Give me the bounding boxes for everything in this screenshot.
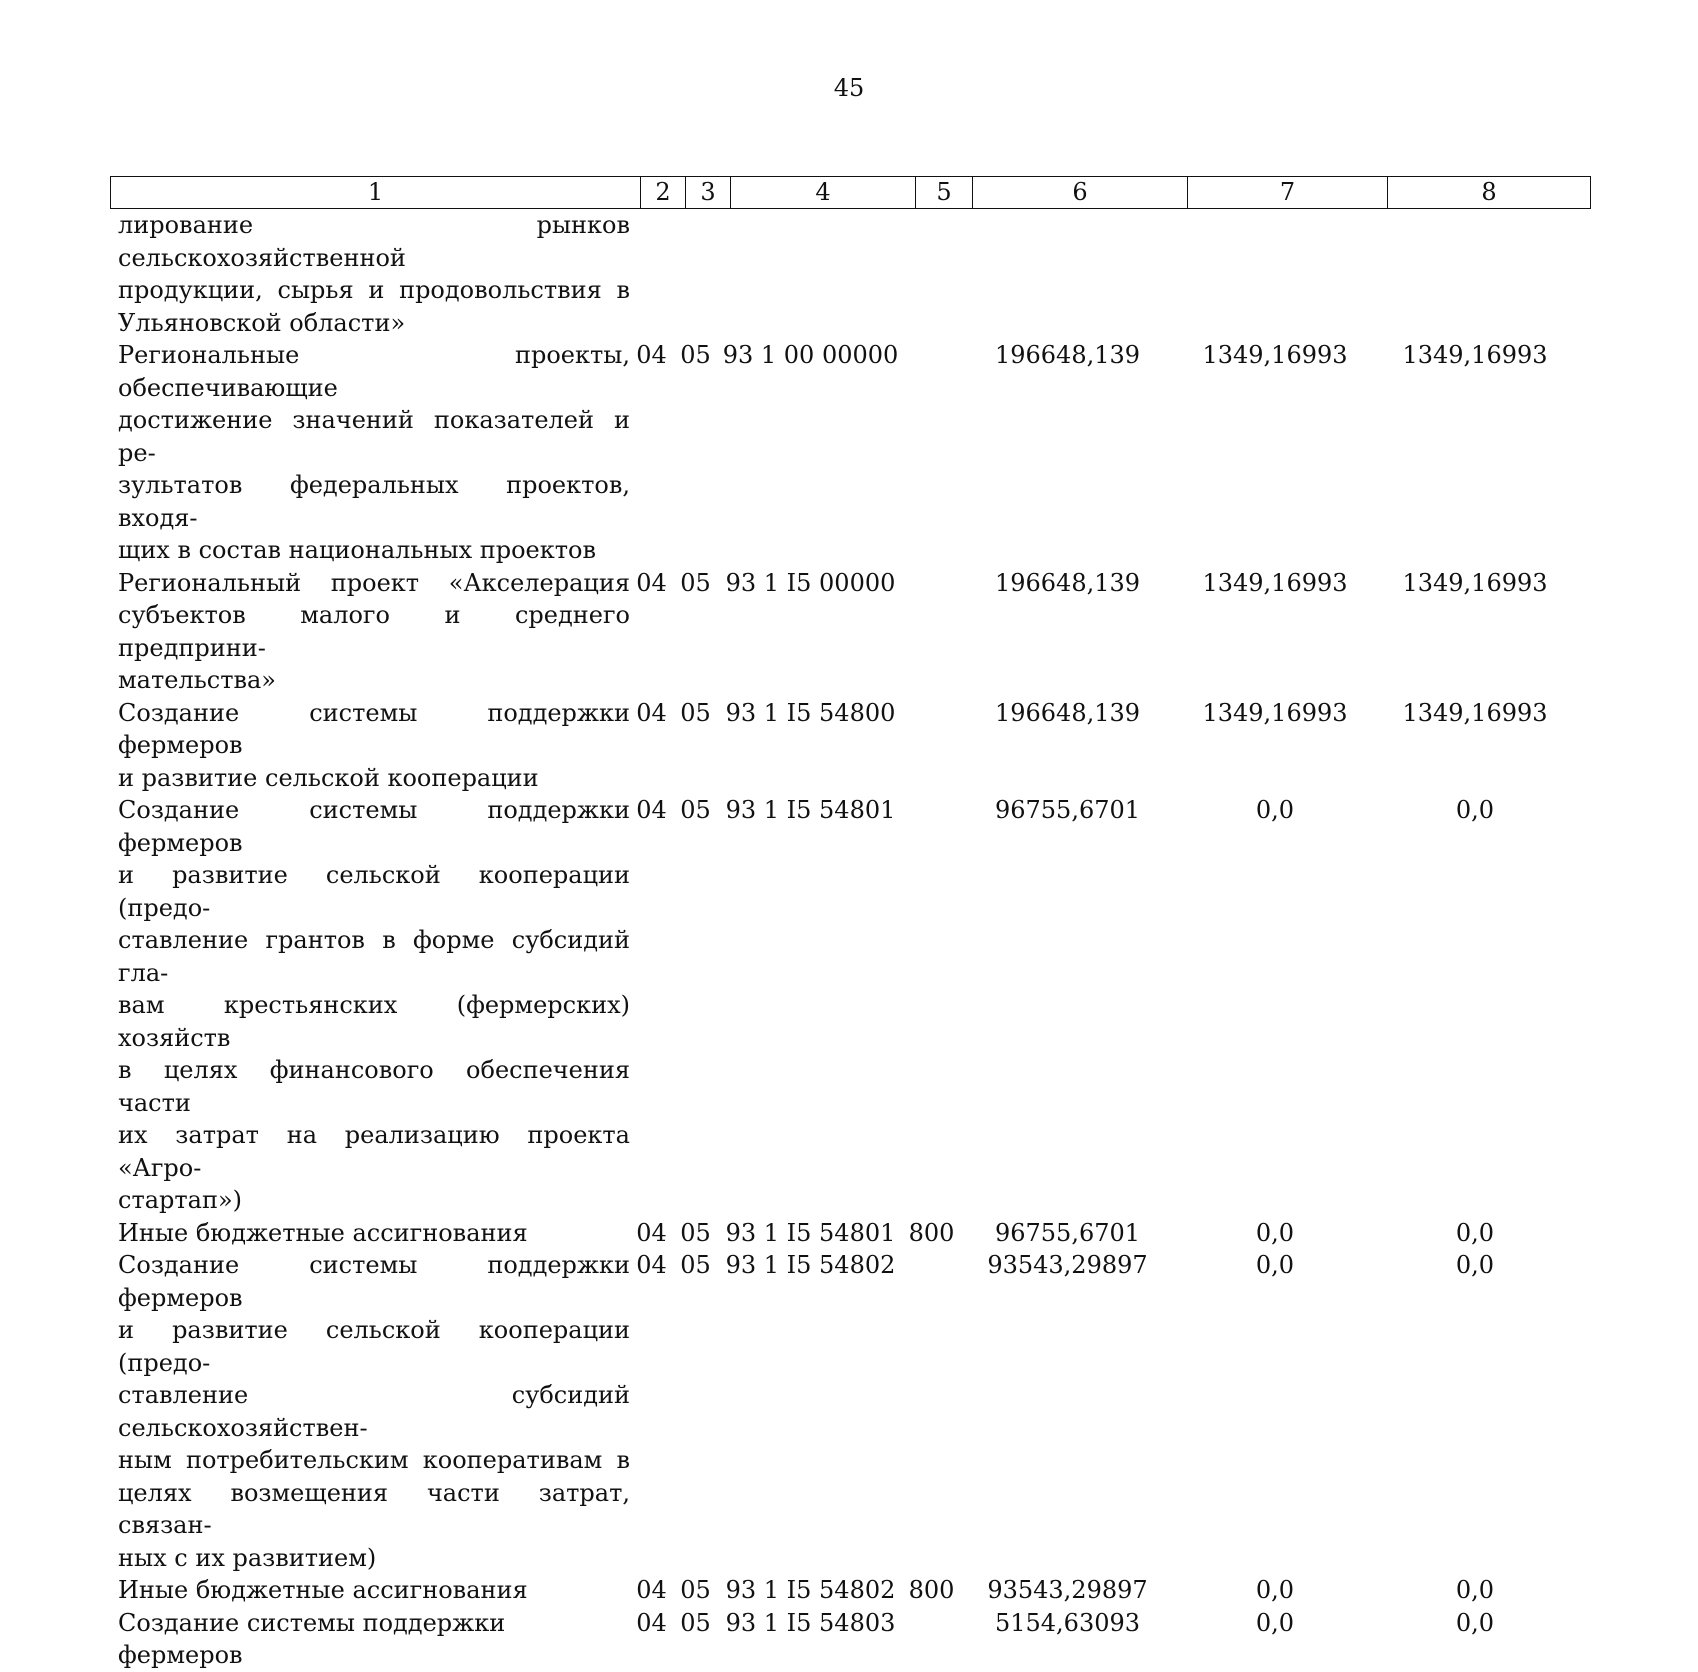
table-row xyxy=(110,1217,1590,1250)
amount-col-7: 1349,16993 xyxy=(1202,341,1348,369)
description-line: ставление грантов в форме субсидий гла- xyxy=(118,926,630,987)
target-article-code: 93 1 I5 54801 xyxy=(725,1218,896,1247)
amount-col-8 xyxy=(1375,209,1575,339)
description-line: достижение значений показателей и ре- xyxy=(118,406,630,467)
row-description xyxy=(110,1574,630,1607)
target-article-code: 93 1 I5 54801 xyxy=(725,796,896,824)
amount-col-6: 96755,6701 xyxy=(994,796,1141,824)
amount-col-8: 1349,16993 xyxy=(1402,341,1548,369)
description-line: ным потребительским кооперативам в xyxy=(118,1446,630,1474)
description-line: Иные бюджетные ассигнования xyxy=(118,1218,528,1247)
amount-col-7: 0,0 xyxy=(1255,1251,1295,1279)
amount-col-6: 93543,29897 xyxy=(987,1576,1148,1604)
section-code: 04 xyxy=(636,698,667,727)
expense-type-code xyxy=(903,209,960,339)
description-line: и развитие сельской кооперации (предо- xyxy=(118,1316,630,1377)
amount-col-8: 0,0 xyxy=(1455,1218,1495,1247)
description-line: Создание системы поддержки фермеров xyxy=(118,698,630,759)
row-description xyxy=(110,209,630,339)
amount-col-7: 1349,16993 xyxy=(1202,698,1348,727)
section-code xyxy=(630,209,673,339)
section-code: 04 xyxy=(636,1608,667,1637)
table-row xyxy=(110,794,1590,1217)
target-article-code: 93 1 00 00000 xyxy=(722,341,899,369)
subsection-code xyxy=(673,209,718,339)
header-col-1: 1 xyxy=(111,177,641,209)
row-description xyxy=(110,567,630,697)
table-header xyxy=(110,176,1591,209)
amount-col-7: 0,0 xyxy=(1255,1576,1295,1604)
table-row xyxy=(110,697,1590,795)
expense-type-code xyxy=(903,567,960,697)
description-line: мательства» xyxy=(118,666,276,694)
description-line: Иные бюджетные ассигнования xyxy=(118,1576,528,1604)
header-col-8: 8 xyxy=(1388,177,1591,209)
description-line: стартап») xyxy=(118,1186,243,1214)
section-code: 04 xyxy=(636,568,667,597)
header-col-5: 5 xyxy=(916,177,973,209)
description-line: Создание системы поддержки фермеров xyxy=(118,1251,630,1312)
amount-col-6: 196648,139 xyxy=(994,568,1141,597)
expense-type-code xyxy=(903,794,960,1217)
table-body xyxy=(110,209,1590,1672)
description-line: в целях финансового обеспечения части xyxy=(118,1056,630,1117)
table-row xyxy=(110,1574,1590,1607)
description-line: и развитие сельской кооперации (предо- xyxy=(118,861,630,922)
subsection-code: 05 xyxy=(680,1251,711,1279)
expense-type-code xyxy=(903,1607,960,1672)
row-description xyxy=(110,1217,630,1250)
amount-col-6: 196648,139 xyxy=(994,341,1141,369)
amount-col-8: 0,0 xyxy=(1455,1251,1495,1279)
subsection-code: 05 xyxy=(680,1576,711,1604)
header-col-3: 3 xyxy=(686,177,731,209)
subsection-code: 05 xyxy=(680,1218,711,1247)
amount-col-7: 0,0 xyxy=(1255,796,1295,824)
amount-col-8: 0,0 xyxy=(1455,796,1495,824)
description-line: Создание системы поддержки фермеров xyxy=(118,796,630,857)
description-line: субъектов малого и среднего предприни- xyxy=(118,601,630,662)
description-line: зультатов федеральных проектов, входя- xyxy=(118,471,630,532)
description-line: Создание системы поддержки фермеров xyxy=(118,1608,506,1669)
header-col-4: 4 xyxy=(731,177,916,209)
description-line: продукции, сырья и продовольствия в xyxy=(118,276,630,304)
description-line: их затрат на реализацию проекта «Агро- xyxy=(118,1121,630,1182)
row-description xyxy=(110,339,630,567)
description-line: Региональные проекты, обеспечивающие xyxy=(118,341,630,402)
target-article-code: 93 1 I5 54802 xyxy=(725,1251,896,1279)
row-description xyxy=(110,697,630,795)
amount-col-6: 196648,139 xyxy=(994,698,1141,727)
target-article-code xyxy=(718,209,903,339)
header-col-7: 7 xyxy=(1188,177,1388,209)
amount-col-7: 0,0 xyxy=(1255,1218,1295,1247)
table-row xyxy=(110,567,1590,697)
amount-col-8: 1349,16993 xyxy=(1402,698,1548,727)
subsection-code: 05 xyxy=(680,341,711,369)
subsection-code: 05 xyxy=(680,796,711,824)
description-line: Региональный проект «Акселерация xyxy=(118,568,630,597)
section-code: 04 xyxy=(636,796,667,824)
target-article-code: 93 1 I5 54803 xyxy=(725,1608,896,1637)
description-line: целях возмещения части затрат, связан- xyxy=(118,1478,630,1539)
amount-col-6: 93543,29897 xyxy=(987,1251,1148,1279)
description-line: ставление субсидий сельскохозяйствен- xyxy=(118,1381,630,1442)
amount-col-6: 5154,63093 xyxy=(994,1608,1141,1637)
target-article-code: 93 1 I5 00000 xyxy=(725,568,896,597)
amount-col-7: 1349,16993 xyxy=(1202,568,1348,597)
description-line: лирование рынков сельскохозяйственной xyxy=(118,211,630,272)
amount-col-8: 1349,16993 xyxy=(1402,568,1548,597)
table-row xyxy=(110,1607,1590,1672)
amount-col-6 xyxy=(960,209,1175,339)
section-code: 04 xyxy=(636,341,667,369)
subsection-code: 05 xyxy=(680,1608,711,1637)
amount-col-8: 0,0 xyxy=(1455,1608,1495,1637)
section-code: 04 xyxy=(636,1218,667,1247)
row-description xyxy=(110,1607,630,1672)
section-code: 04 xyxy=(636,1576,667,1604)
description-line: щих в состав национальных проектов xyxy=(118,536,596,564)
subsection-code: 05 xyxy=(680,698,711,727)
subsection-code: 05 xyxy=(680,568,711,597)
expense-type-code: 800 xyxy=(908,1218,955,1247)
table-row xyxy=(110,1249,1590,1574)
target-article-code: 93 1 I5 54802 xyxy=(725,1576,896,1604)
amount-col-6: 96755,6701 xyxy=(994,1218,1141,1247)
expense-type-code xyxy=(903,1249,960,1574)
section-code: 04 xyxy=(636,1251,667,1279)
row-description xyxy=(110,794,630,1217)
expense-type-code xyxy=(903,697,960,795)
header-col-6: 6 xyxy=(973,177,1188,209)
amount-col-7 xyxy=(1175,209,1375,339)
row-description xyxy=(110,1249,630,1574)
table-row xyxy=(110,209,1590,339)
description-line: ных с их развитием) xyxy=(118,1543,377,1572)
expense-type-code xyxy=(903,339,960,567)
amount-col-8: 0,0 xyxy=(1455,1576,1495,1604)
header-col-2: 2 xyxy=(641,177,686,209)
description-line: и развитие сельской кооперации xyxy=(118,763,539,792)
page-number: 45 xyxy=(833,74,865,102)
description-line: Ульяновской области» xyxy=(118,308,406,337)
table-row xyxy=(110,339,1590,567)
expense-type-code: 800 xyxy=(908,1576,955,1604)
amount-col-7: 0,0 xyxy=(1255,1608,1295,1637)
target-article-code: 93 1 I5 54800 xyxy=(725,698,896,727)
description-line: вам крестьянских (фермерских) хозяйств xyxy=(118,991,630,1052)
